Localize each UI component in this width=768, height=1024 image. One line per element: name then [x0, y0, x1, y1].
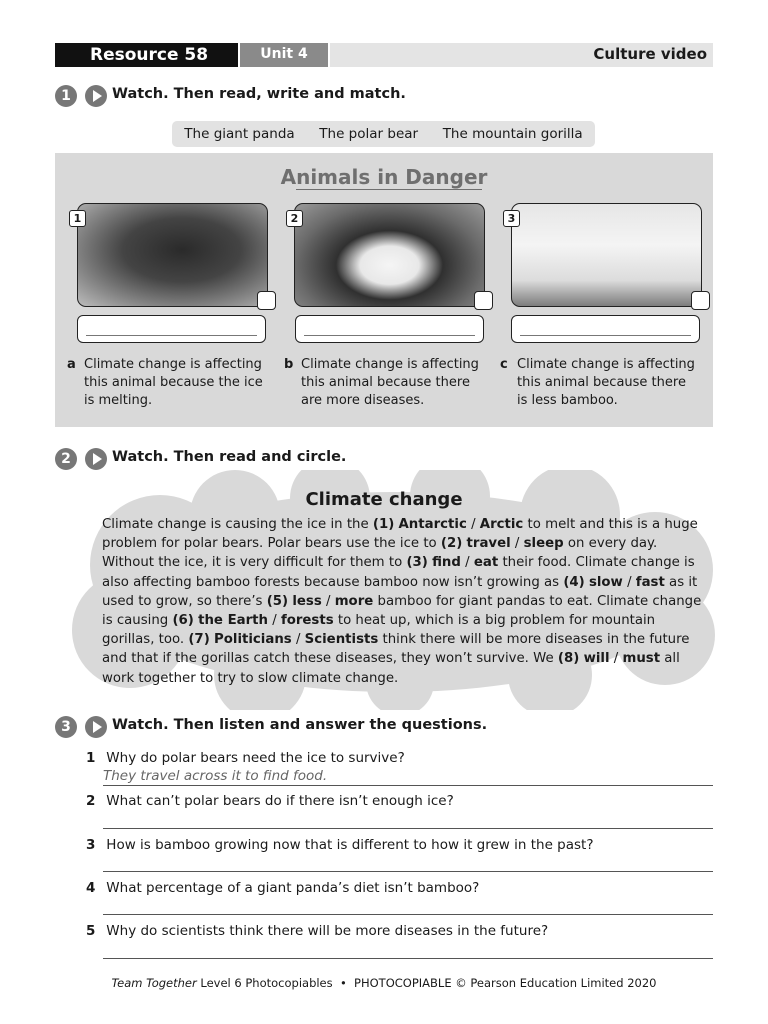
- footer-level: Level 6 Photocopiables: [196, 976, 333, 990]
- footer-book-title: Team Together: [111, 976, 197, 990]
- paragraph-text: /: [321, 593, 335, 609]
- answer-line[interactable]: [103, 828, 713, 829]
- example-answer: They travel across it to find food.: [103, 768, 328, 784]
- paragraph-text: /: [622, 574, 636, 590]
- circle-option[interactable]: Arctic: [479, 517, 524, 532]
- paragraph-text: to heat up, which is a big problem for mountain gorillas, too.: [102, 613, 656, 648]
- answer-box[interactable]: [295, 315, 484, 343]
- match-box[interactable]: [257, 291, 276, 310]
- section-label: Culture video: [593, 45, 707, 63]
- circle-option[interactable]: sleep: [523, 536, 564, 552]
- exercise-2-instruction: Watch. Then read and circle.: [112, 449, 347, 465]
- paragraph-text: as it used to grow, so there’s: [102, 574, 698, 609]
- match-box[interactable]: [691, 291, 710, 310]
- exercise-3-instruction: Watch. Then listen and answer the questions.: [112, 717, 488, 733]
- circle-option[interactable]: eat: [473, 555, 499, 571]
- unit-label: Unit 4: [240, 43, 328, 67]
- question-text: What can’t polar bears do if there isn’t enough ice?: [106, 793, 454, 809]
- circle-option[interactable]: (3): [406, 555, 428, 571]
- exercise-1-number: 1: [55, 85, 77, 107]
- question: [86, 750, 405, 766]
- circle-option[interactable]: will: [583, 651, 610, 667]
- footer-separator: •: [339, 976, 347, 990]
- paragraph-text: to melt and this is a huge problem for polar bears. Polar bears use the ice to: [102, 517, 698, 552]
- play-icon[interactable]: [85, 716, 107, 738]
- exercise-3-number: 3: [55, 716, 77, 738]
- photo-number: 3: [503, 210, 520, 227]
- paragraph-text: /: [510, 536, 524, 552]
- word-box: [172, 121, 595, 147]
- paragraph-text: /: [460, 555, 474, 571]
- circle-option[interactable]: must: [622, 651, 661, 667]
- circle-option[interactable]: forests: [280, 613, 334, 629]
- match-box[interactable]: [474, 291, 493, 310]
- paragraph-text: all work together to try to slow climate change.: [102, 651, 680, 686]
- circle-option[interactable]: (4): [563, 574, 585, 590]
- option-a: [67, 356, 267, 410]
- word-option: The giant panda: [184, 126, 295, 142]
- paragraph-text: /: [609, 651, 623, 667]
- paragraph-text: /: [268, 613, 281, 629]
- question-number: 4: [86, 880, 96, 896]
- paragraph-text: bamboo for giant pandas to eat. Climate change is causing: [102, 593, 702, 629]
- circle-option[interactable]: (7): [188, 632, 210, 648]
- option-b: [284, 356, 484, 410]
- cloud-title: Climate change: [305, 489, 463, 510]
- question-text: Why do scientists think there will be more diseases in the future?: [106, 923, 549, 939]
- circle-option[interactable]: (2): [440, 536, 463, 552]
- play-icon[interactable]: [85, 85, 107, 107]
- cloud-paragraph: [102, 515, 702, 688]
- panel-title: Animals in Danger: [280, 165, 488, 189]
- question-number: 2: [86, 793, 96, 809]
- question: [86, 880, 479, 896]
- resource-label: Resource 58: [55, 43, 238, 67]
- exercise-1-instruction: Watch. Then read, write and match.: [112, 86, 406, 102]
- paragraph-text: think there will be more diseases in the future and that if the gorillas catch these diseases, they won’t survive. We: [102, 632, 690, 667]
- panda-photo: [294, 203, 485, 307]
- answer-box[interactable]: [77, 315, 266, 343]
- option-text: Climate change is affecting this animal because there is less bamboo.: [517, 357, 695, 408]
- question-number: 1: [86, 750, 96, 766]
- paragraph-text: their food. Climate change is also affecting bamboo forests because bamboo now isn’t growing as: [102, 555, 695, 590]
- answer-line[interactable]: [103, 914, 713, 915]
- option-letter: b: [284, 357, 294, 372]
- question: [86, 837, 594, 853]
- paragraph-text: on every day. Without the ice, it is very difficult for them to: [102, 536, 658, 571]
- circle-option[interactable]: slow: [588, 574, 623, 590]
- circle-option[interactable]: (1): [372, 517, 395, 532]
- photo-number: 2: [286, 210, 303, 227]
- circle-option[interactable]: less: [292, 593, 322, 609]
- question-number: 5: [86, 923, 96, 939]
- play-icon[interactable]: [85, 448, 107, 470]
- option-letter: a: [67, 357, 76, 372]
- exercise-2-number: 2: [55, 448, 77, 470]
- circle-option[interactable]: fast: [635, 574, 665, 590]
- title-underline: [296, 189, 482, 190]
- answer-box[interactable]: [511, 315, 700, 343]
- footer: [0, 976, 768, 990]
- circle-option[interactable]: (5): [266, 593, 289, 609]
- option-text: Climate change is affecting this animal because the ice is melting.: [84, 357, 263, 408]
- gorilla-photo: [77, 203, 268, 307]
- word-option: The polar bear: [319, 126, 419, 142]
- answer-line[interactable]: [103, 958, 713, 959]
- circle-option[interactable]: the Earth: [198, 613, 268, 629]
- question-text: What percentage of a giant panda’s diet isn’t bamboo?: [106, 880, 480, 896]
- question-number: 3: [86, 837, 96, 853]
- question: [86, 793, 454, 809]
- footer-copyright: PHOTOCOPIABLE © Pearson Education Limited 2020: [354, 976, 657, 990]
- paragraph-text: /: [466, 517, 480, 532]
- question-text: How is bamboo growing now that is different to how it grew in the past?: [106, 837, 594, 853]
- circle-option[interactable]: (8): [557, 651, 580, 667]
- answer-line[interactable]: [103, 785, 713, 786]
- circle-option[interactable]: Scientists: [304, 632, 379, 648]
- paragraph-text: Climate change is causing the ice in the: [102, 517, 373, 532]
- paragraph-text: /: [291, 632, 305, 648]
- circle-option[interactable]: Antarctic: [398, 517, 467, 532]
- photo-number: 1: [69, 210, 86, 227]
- circle-option[interactable]: Politicians: [214, 632, 292, 648]
- option-text: Climate change is affecting this animal because there are more diseases.: [301, 357, 479, 408]
- polar-bear-photo: [511, 203, 702, 307]
- question-text: Why do polar bears need the ice to survive?: [106, 750, 405, 766]
- circle-option[interactable]: (6): [172, 613, 194, 629]
- circle-option[interactable]: travel: [466, 536, 511, 552]
- option-c: [500, 356, 700, 410]
- answer-line[interactable]: [103, 871, 713, 872]
- word-option: The mountain gorilla: [442, 126, 583, 142]
- question: [86, 923, 548, 939]
- circle-option[interactable]: find: [432, 555, 461, 571]
- option-letter: c: [500, 357, 508, 372]
- circle-option[interactable]: more: [334, 593, 374, 609]
